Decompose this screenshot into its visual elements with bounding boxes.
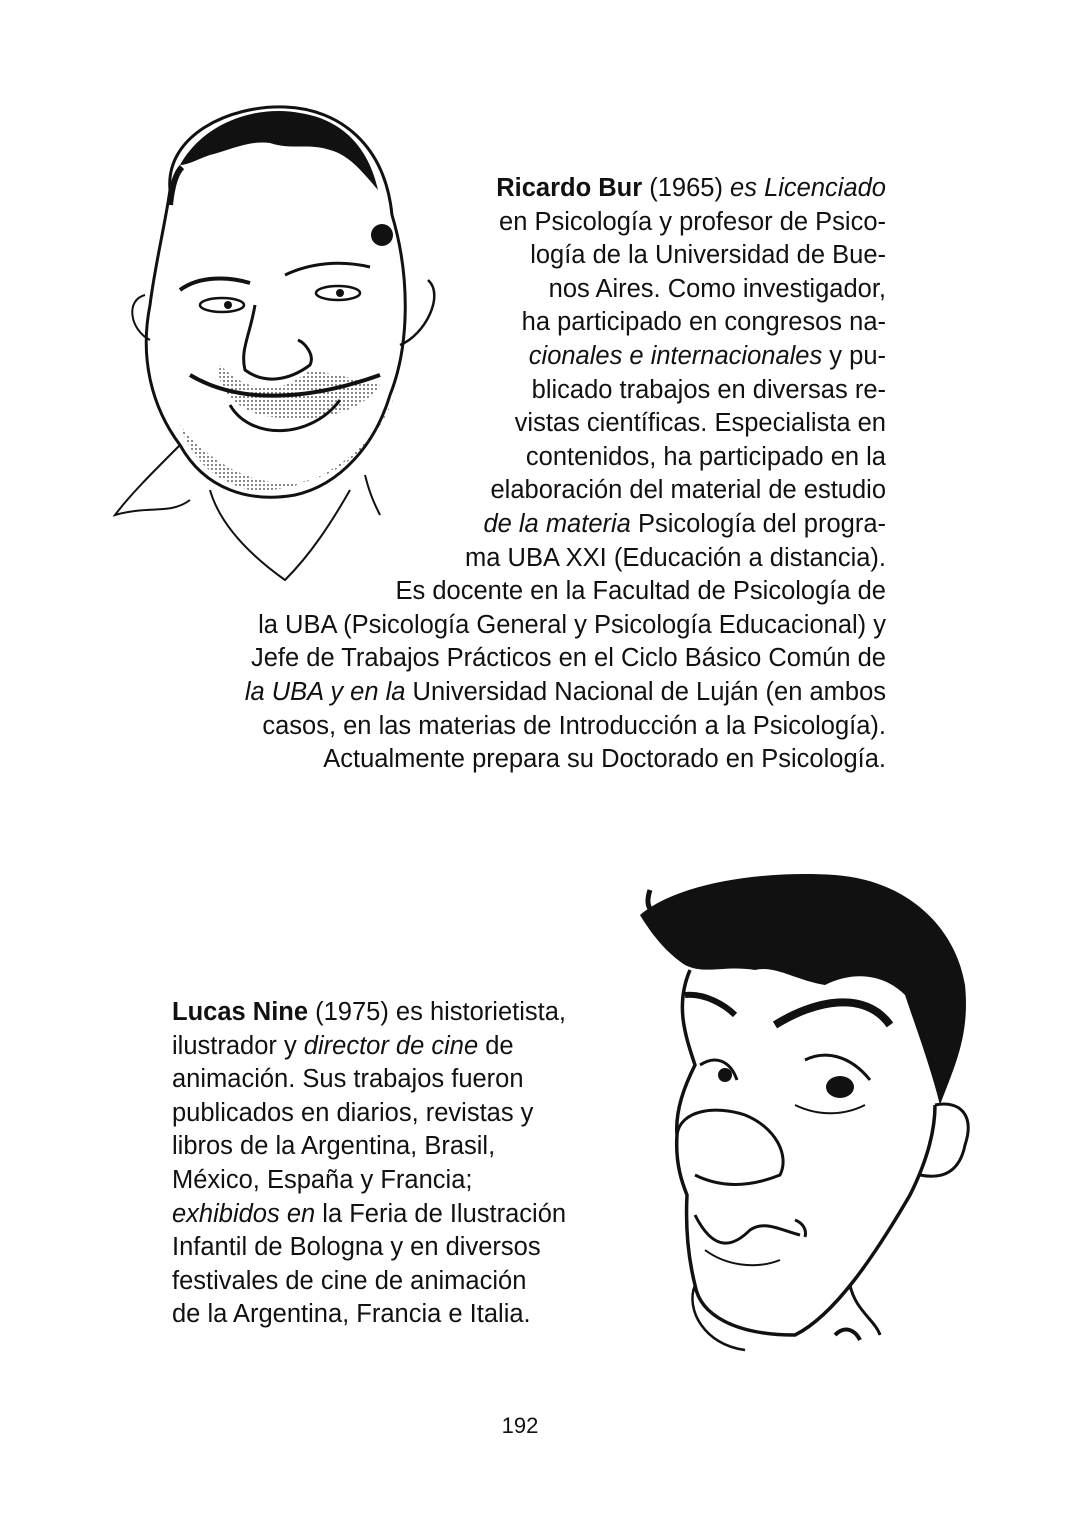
text-span: (1965) [642,174,731,202]
text-line: animación. Sus trabajos fueron [172,1065,524,1094]
text-line: Es docente en la Facultad de Psicología de [395,577,886,606]
text-line: la UBA (Psicología General y Psicología Educacional) y [258,610,886,639]
text-span: la Feria de Ilustración [315,1199,567,1228]
text-line [172,996,622,1030]
text-line [172,1198,622,1232]
page-number: 192 [501,1413,539,1438]
text-span: cionales e internacionales [528,341,823,370]
text-span: y pu- [822,341,886,370]
text-line: Jefe de Trabajos Prácticos en el Ciclo Básico Común de [251,644,886,673]
text-line: festivales de cine de animación [172,1266,527,1295]
text-line: ma UBA XXI (Educación a distancia). [465,543,886,572]
text-line [150,172,886,206]
author-name: Ricardo Bur [496,174,643,202]
text-line [150,340,886,374]
text-line: contenidos, ha participado en la [525,442,886,471]
text-line: ha participado en congresos na- [521,308,886,337]
text-line: logía de la Universidad de Bue- [530,241,886,270]
text-line: libros de la Argentina, Brasil, [172,1132,496,1161]
text-line [150,508,886,542]
text-line [150,676,886,710]
text-span: Universidad Nacional de Luján (en ambos [405,677,886,706]
text-line: blicado trabajos en diversas re- [531,375,886,404]
text-line: México, España y Francia; [172,1165,473,1194]
text-line: casos, en las materias de Introducción a la Psicología). [262,711,886,740]
text-span: de [478,1031,514,1060]
text-span: (1975) es historietista, [308,998,566,1026]
text-span: exhibidos en [172,1199,316,1228]
text-span: director de cine [303,1031,479,1060]
text-line: publicados en diarios, revistas y [172,1098,534,1127]
text-span: ilustrador y [172,1031,304,1060]
caricature-lucas-nine [615,865,975,1375]
text-span: de la materia [483,509,631,538]
text-line: vistas científicas. Especialista en [514,409,886,438]
author-name: Lucas Nine [172,998,309,1026]
text-span: es Licenciado [730,174,886,202]
text-span: Psicología del progra- [630,509,886,538]
text-line: Infantil de Bologna y en diversos [172,1233,541,1262]
bio-lucas-nine [172,996,622,1332]
portrait-illustration-icon [615,865,975,1375]
text-line: en Psicología y profesor de Psico- [499,207,886,236]
text-line: elaboración del material de estudio [490,476,886,505]
text-line: de la Argentina, Francia e Italia. [172,1300,531,1329]
text-line [172,1030,622,1064]
text-line: Actualmente prepara su Doctorado en Psicología. [323,745,886,774]
text-line: nos Aires. Como investigador, [548,274,886,303]
bio-ricardo-bur [150,172,886,777]
text-span: la UBA y en la [244,677,406,706]
